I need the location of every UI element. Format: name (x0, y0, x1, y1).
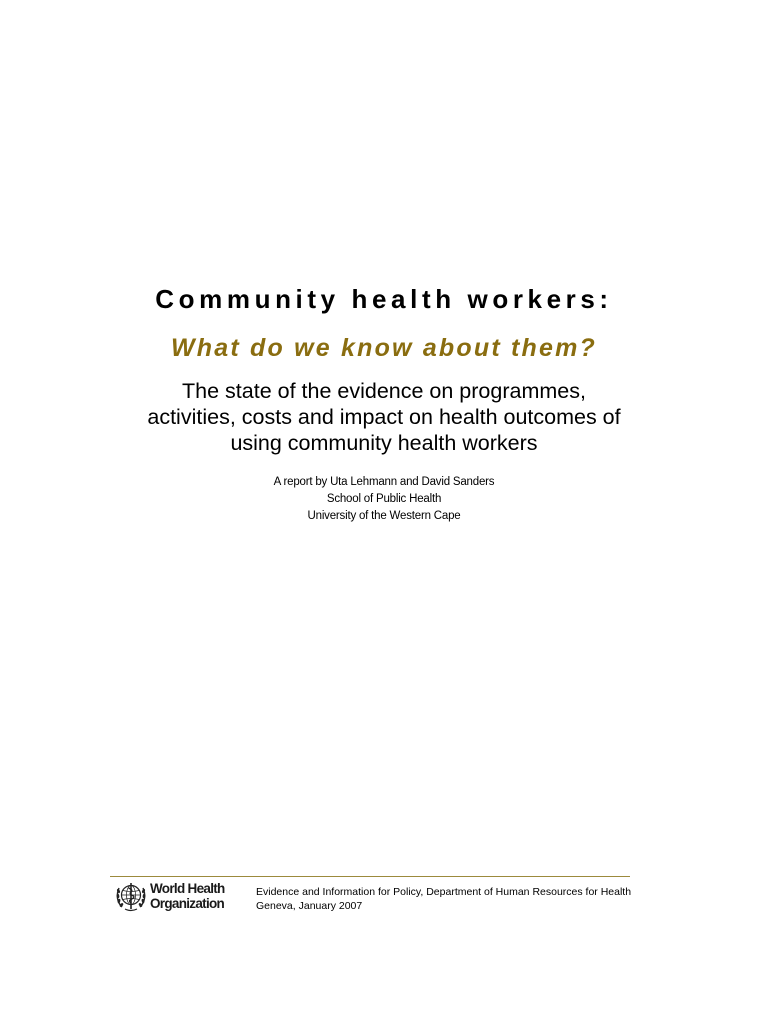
who-logo (114, 878, 238, 914)
report-credits (0, 474, 768, 525)
report-description-line: using community health workers (230, 431, 538, 455)
report-subtitle: What do we know about them? (170, 334, 598, 362)
who-emblem-icon (114, 879, 148, 913)
footer-divider (110, 876, 630, 877)
who-wordmark (150, 881, 225, 911)
department-line: Evidence and Information for Policy, Department of Human Resources for Health (256, 886, 632, 898)
who-wordmark-line: Organization (150, 896, 225, 911)
footer-publication-info (256, 885, 656, 913)
who-wordmark-line: World Health (150, 881, 225, 896)
report-description-line: The state of the evidence on programmes, (182, 379, 586, 403)
publication-date-line: Geneva, January 2007 (256, 900, 363, 912)
authors-line: A report by Uta Lehmann and David Sanders (273, 476, 495, 488)
school-line: School of Public Health (326, 493, 442, 505)
university-line: University of the Western Cape (307, 510, 461, 522)
report-description (84, 378, 684, 456)
report-title: Community health workers: (155, 284, 613, 314)
report-description-line: activities, costs and impact on health outcomes of (147, 405, 621, 429)
